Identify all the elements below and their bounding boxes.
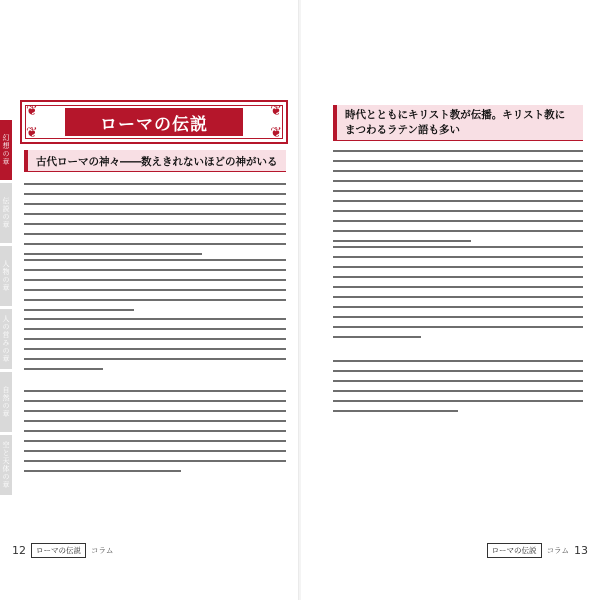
chapter-tab-label: 人の営みの章 (2, 315, 10, 363)
ornament-icon: ❦ (270, 103, 282, 119)
chapter-tab-label: 自然の章 (2, 386, 10, 418)
footer-section-tag: ローマの伝説 (487, 543, 542, 558)
right-page (301, 0, 600, 600)
chapter-tab-sky[interactable] (0, 435, 12, 495)
body-text (333, 246, 583, 346)
section-heading: 古代ローマの神々――数えきれないほどの神がいる (24, 150, 286, 172)
ornament-icon: ❦ (26, 125, 38, 141)
body-text (24, 259, 286, 319)
right-footer (487, 543, 588, 558)
ornament-icon: ❦ (270, 125, 282, 141)
chapter-tab-people[interactable] (0, 246, 12, 306)
body-text (24, 390, 286, 480)
chapter-tab-nature[interactable] (0, 372, 12, 432)
chapter-tabs (0, 120, 12, 498)
page-number: 12 (12, 544, 26, 557)
body-text (24, 183, 286, 263)
chapter-tab-legend[interactable] (0, 183, 12, 243)
ornament-icon: ❦ (26, 103, 38, 119)
chapter-tab-label: 幻想の章 (2, 134, 10, 166)
chapter-tab-label: 伝説の章 (2, 197, 10, 229)
footer-subtitle: コラム (546, 546, 569, 555)
body-text (24, 318, 286, 378)
footer-subtitle: コラム (91, 546, 114, 555)
left-page (0, 0, 299, 600)
section-heading: 時代とともにキリスト教が伝播。キリスト教にまつわるラテン語も多い (333, 105, 583, 141)
body-text (333, 360, 583, 420)
chapter-tab-label: 人物の章 (2, 260, 10, 292)
chapter-tab-label: 空と天体の章 (2, 441, 10, 489)
page-title: ローマの伝説 (65, 108, 243, 136)
chapter-tab-life[interactable] (0, 309, 12, 369)
chapter-tab-fantasy[interactable] (0, 120, 12, 180)
footer-section-tag: ローマの伝説 (31, 543, 86, 558)
page-number: 13 (574, 544, 588, 557)
left-footer (12, 543, 113, 558)
body-text (333, 150, 583, 250)
